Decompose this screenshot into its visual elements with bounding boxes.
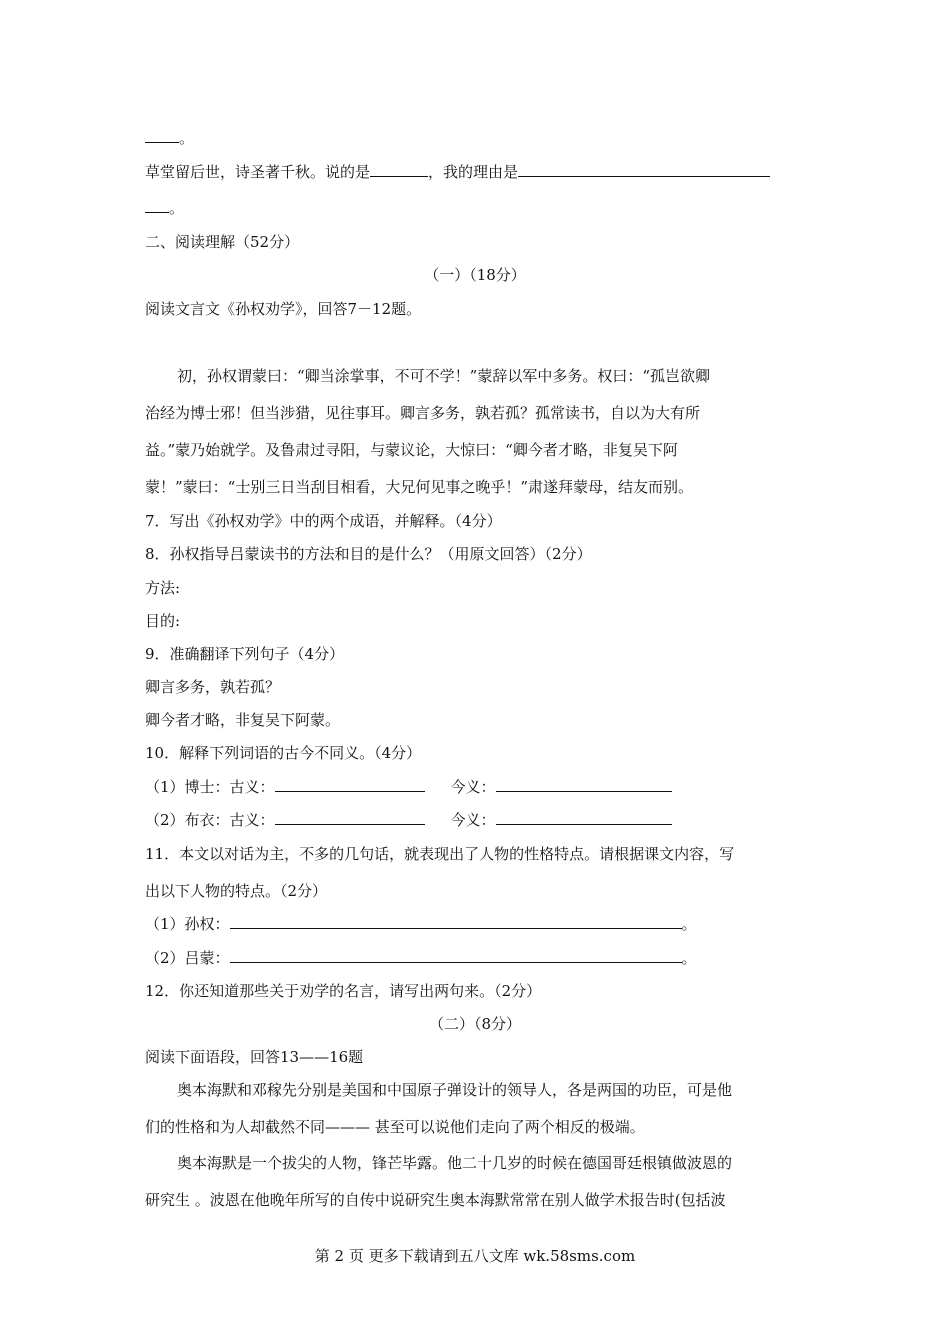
translate-sentence-1: 卿言多务，孰若孤？ xyxy=(145,678,281,696)
page-footer: 第 2 页 更多下载请到五八文库 wk.58sms.com xyxy=(314,1247,636,1265)
answer-blank xyxy=(518,162,770,177)
answer-blank xyxy=(275,810,425,825)
part-heading: （一）（18分） xyxy=(424,266,526,284)
section-heading: 二、阅读理解（52分） xyxy=(145,233,300,251)
method-label: 方法: xyxy=(145,579,181,597)
question-7: 7．写出《孙权劝学》中的两个成语，并解释。（4分） xyxy=(145,512,502,530)
passage-line: 们的性格和为人却截然不同——— 甚至可以说他们走向了两个相反的极端。 xyxy=(145,1118,645,1136)
question-11: 11．本文以对话为主，不多的几句话，就表现出了人物的性格特点。请根据课文内容，写 xyxy=(145,845,735,863)
answer-blank xyxy=(496,810,672,825)
reading-instruction: 阅读下面语段，回答13——16题 xyxy=(145,1048,364,1066)
answer-blank xyxy=(145,128,179,143)
question-10-item-2: （2）布衣：古义： 今义： xyxy=(145,810,672,830)
poem-clue-line: 草堂留后世，诗圣著千秋。说的是 ，我的理由是 xyxy=(145,162,770,182)
question-10: 10．解释下列词语的古今不同义。（4分） xyxy=(145,744,422,762)
passage-line: 治经为博士邪！但当涉猎，见往事耳。卿言多务，孰若孤？孤常读书，自以为大有所 xyxy=(145,404,701,422)
part-heading: （二）（8分） xyxy=(428,1015,522,1033)
question-11-item-1: （1）孙权： 。 xyxy=(145,915,697,933)
answer-blank xyxy=(370,162,428,177)
question-11-item-2: （2）吕蒙： 。 xyxy=(145,949,697,967)
answer-blank xyxy=(230,948,682,963)
answer-blank xyxy=(496,777,672,792)
question-9: 9．准确翻译下列句子（4分） xyxy=(145,645,345,663)
passage-line: 研究生 。波恩在他晚年所写的自传中说研究生奥本海默常常在别人做学术报告时(包括波 xyxy=(145,1191,726,1209)
question-12: 12．你还知道那些关于劝学的名言，请写出两句来。（2分） xyxy=(145,982,542,1000)
reading-instruction: 阅读文言文《孙权劝学》，回答7－12题。 xyxy=(145,300,422,318)
answer-blank xyxy=(230,914,682,929)
answer-line-fragment: 。 xyxy=(145,198,184,218)
passage-line: 蒙！”蒙曰：“士别三日当刮目相看，大兄何见事之晚乎！”肃遂拜蒙母，结友而别。 xyxy=(145,478,694,496)
passage-line: 奥本海默是一个拔尖的人物，锋芒毕露。他二十几岁的时候在德国哥廷根镇做波恩的 xyxy=(177,1154,733,1172)
question-11-cont: 出以下人物的特点。（2分） xyxy=(145,882,328,900)
question-8: 8．孙权指导吕蒙读书的方法和目的是什么？（用原文回答）（2分） xyxy=(145,545,592,563)
translate-sentence-2: 卿今者才略，非复吴下阿蒙。 xyxy=(145,711,341,729)
passage-line: 初，孙权谓蒙曰：“卿当涂掌事，不可不学！”蒙辞以军中多务。权曰：“孤岂欲卿 xyxy=(177,367,711,385)
passage-line: 奥本海默和邓稼先分别是美国和中国原子弹设计的领导人，各是两国的功臣，可是他 xyxy=(177,1081,733,1099)
passage-line: 益。”蒙乃始就学。及鲁肃过寻阳，与蒙议论，大惊曰：“卿今者才略，非复吴下阿 xyxy=(145,441,678,459)
question-10-item-1: （1）博士：古义： 今义： xyxy=(145,777,672,797)
purpose-label: 目的: xyxy=(145,612,181,630)
answer-blank xyxy=(145,198,169,213)
answer-line-fragment: 。 xyxy=(145,128,194,148)
answer-blank xyxy=(275,777,425,792)
